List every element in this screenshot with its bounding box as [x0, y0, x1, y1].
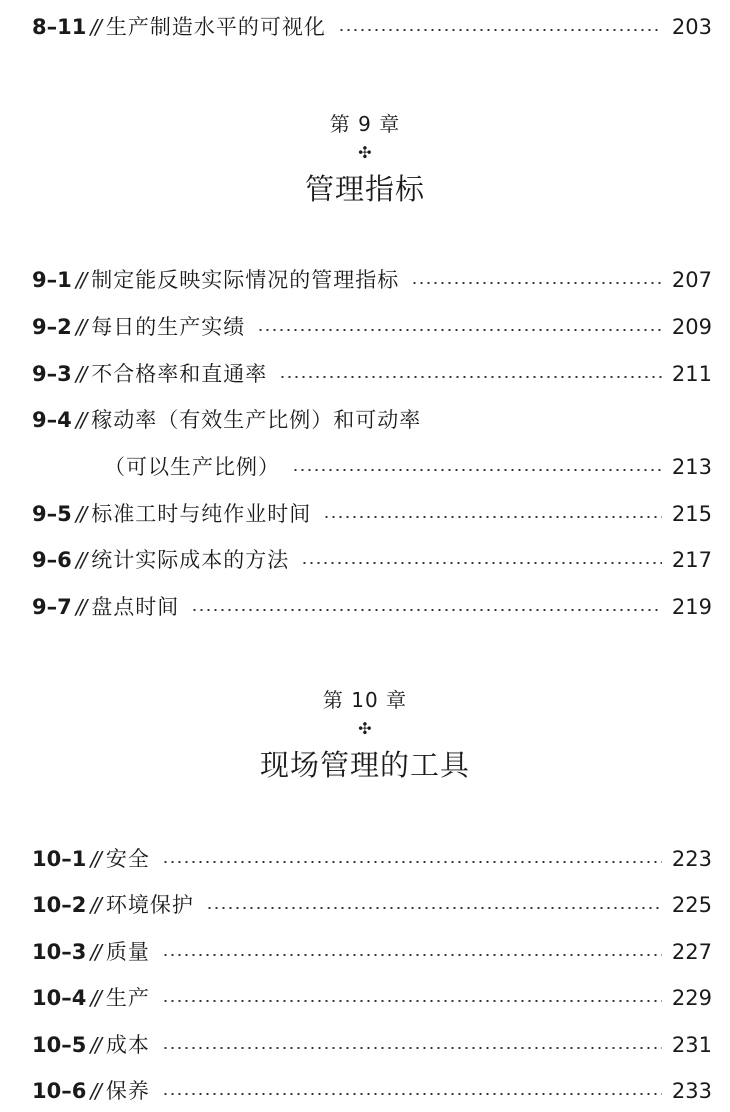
entry-page: 215 [671, 502, 712, 526]
entry-separator: // [90, 1033, 100, 1057]
dot-leader [323, 516, 662, 518]
entry-number: 9–7 [32, 595, 72, 619]
entry-page: 209 [671, 315, 712, 339]
entry-separator: // [90, 940, 100, 964]
entry-title: 安全 [105, 847, 150, 871]
entry-separator: // [75, 362, 86, 386]
entry-number: 8–11 [32, 15, 87, 39]
entry-page: 223 [671, 847, 712, 871]
entry-page: 231 [671, 1033, 712, 1057]
chapter-title: 管理指标 [304, 172, 425, 206]
entry-title: 生产制造水平的可视化 [105, 15, 326, 39]
entry-number: 10–3 [32, 940, 87, 964]
dot-leader [301, 562, 662, 564]
chapter-number: 第 10 章 [322, 688, 408, 712]
entry-separator: // [75, 548, 86, 572]
entry-separator: // [90, 893, 100, 917]
ornament-icon: ✣ [358, 719, 372, 738]
toc-entry-10-6[interactable] [32, 1074, 712, 1108]
dot-leader [257, 329, 662, 331]
entry-number: 9–6 [32, 548, 72, 572]
entry-title: 不合格率和直通率 [91, 362, 268, 386]
entry-page: 233 [671, 1079, 712, 1103]
entry-title: 环境保护 [105, 893, 194, 917]
entry-number: 10–4 [32, 986, 87, 1010]
entry-number: 9–1 [32, 268, 72, 292]
entry-title: 成本 [105, 1033, 150, 1057]
toc-entry-9-1[interactable] [32, 263, 712, 297]
entry-number: 9–5 [32, 502, 72, 526]
entry-page: 217 [671, 548, 712, 572]
toc-entry-9-3[interactable] [32, 357, 712, 391]
chapter-heading-9 [0, 108, 730, 208]
entry-page: 211 [671, 362, 712, 386]
entry-page: 219 [671, 595, 712, 619]
entry-separator: // [90, 1079, 100, 1103]
dot-leader [292, 469, 662, 471]
toc-entry-10-2[interactable] [32, 888, 712, 922]
entry-title: 制定能反映实际情况的管理指标 [91, 268, 400, 292]
dot-leader [338, 29, 662, 31]
dot-leader [162, 1093, 662, 1095]
toc-entry-10-1[interactable] [32, 842, 712, 876]
toc-entry-9-4-continued[interactable] [104, 450, 712, 484]
toc-entry-9-2[interactable] [32, 310, 712, 344]
toc-entry-10-5[interactable] [32, 1028, 712, 1062]
entry-number: 9–3 [32, 362, 72, 386]
entry-title: （可以生产比例） [104, 455, 280, 479]
entry-number: 10–5 [32, 1033, 87, 1057]
entry-title: 每日的生产实绩 [91, 315, 246, 339]
entry-separator: // [75, 268, 86, 292]
chapter-heading-10 [0, 684, 730, 784]
entry-separator: // [75, 595, 86, 619]
dot-leader [206, 907, 662, 909]
dot-leader [162, 1000, 662, 1002]
entry-page: 225 [671, 893, 712, 917]
chapter-number: 第 9 章 [329, 112, 401, 136]
entry-title: 稼动率（有效生产比例）和可动率 [91, 408, 422, 432]
dot-leader [191, 609, 662, 611]
entry-separator: // [75, 408, 86, 432]
entry-separator: // [75, 315, 86, 339]
entry-title: 质量 [105, 940, 150, 964]
dot-leader [162, 861, 662, 863]
chapter-title: 现场管理的工具 [259, 748, 470, 782]
ornament-icon: ✣ [358, 143, 372, 162]
entry-separator: // [90, 15, 100, 39]
toc-entry-9-6[interactable] [32, 543, 712, 577]
entry-page: 203 [671, 15, 712, 39]
entry-number: 10–2 [32, 893, 87, 917]
entry-number: 10–6 [32, 1079, 87, 1103]
dot-leader [162, 954, 662, 956]
entry-separator: // [75, 502, 86, 526]
entry-number: 9–2 [32, 315, 72, 339]
entry-title: 盘点时间 [91, 595, 180, 619]
entry-page: 213 [671, 455, 712, 479]
toc-entry-10-4[interactable] [32, 981, 712, 1015]
entry-title: 保养 [105, 1079, 150, 1103]
dot-leader [279, 376, 662, 378]
toc-entry-9-7[interactable] [32, 590, 712, 624]
toc-entry-8-11[interactable] [32, 10, 712, 44]
entry-title: 统计实际成本的方法 [91, 548, 290, 572]
entry-separator: // [90, 847, 100, 871]
entry-number: 10–1 [32, 847, 87, 871]
entry-title: 生产 [105, 986, 150, 1010]
entry-number: 9–4 [32, 408, 72, 432]
entry-separator: // [90, 986, 100, 1010]
dot-leader [411, 282, 662, 284]
toc-entry-9-4[interactable] [32, 403, 712, 437]
entry-page: 207 [671, 268, 712, 292]
entry-title: 标准工时与纯作业时间 [91, 502, 312, 526]
entry-page: 227 [671, 940, 712, 964]
dot-leader [162, 1047, 662, 1049]
toc-entry-9-5[interactable] [32, 497, 712, 531]
toc-entry-10-3[interactable] [32, 935, 712, 969]
entry-page: 229 [671, 986, 712, 1010]
